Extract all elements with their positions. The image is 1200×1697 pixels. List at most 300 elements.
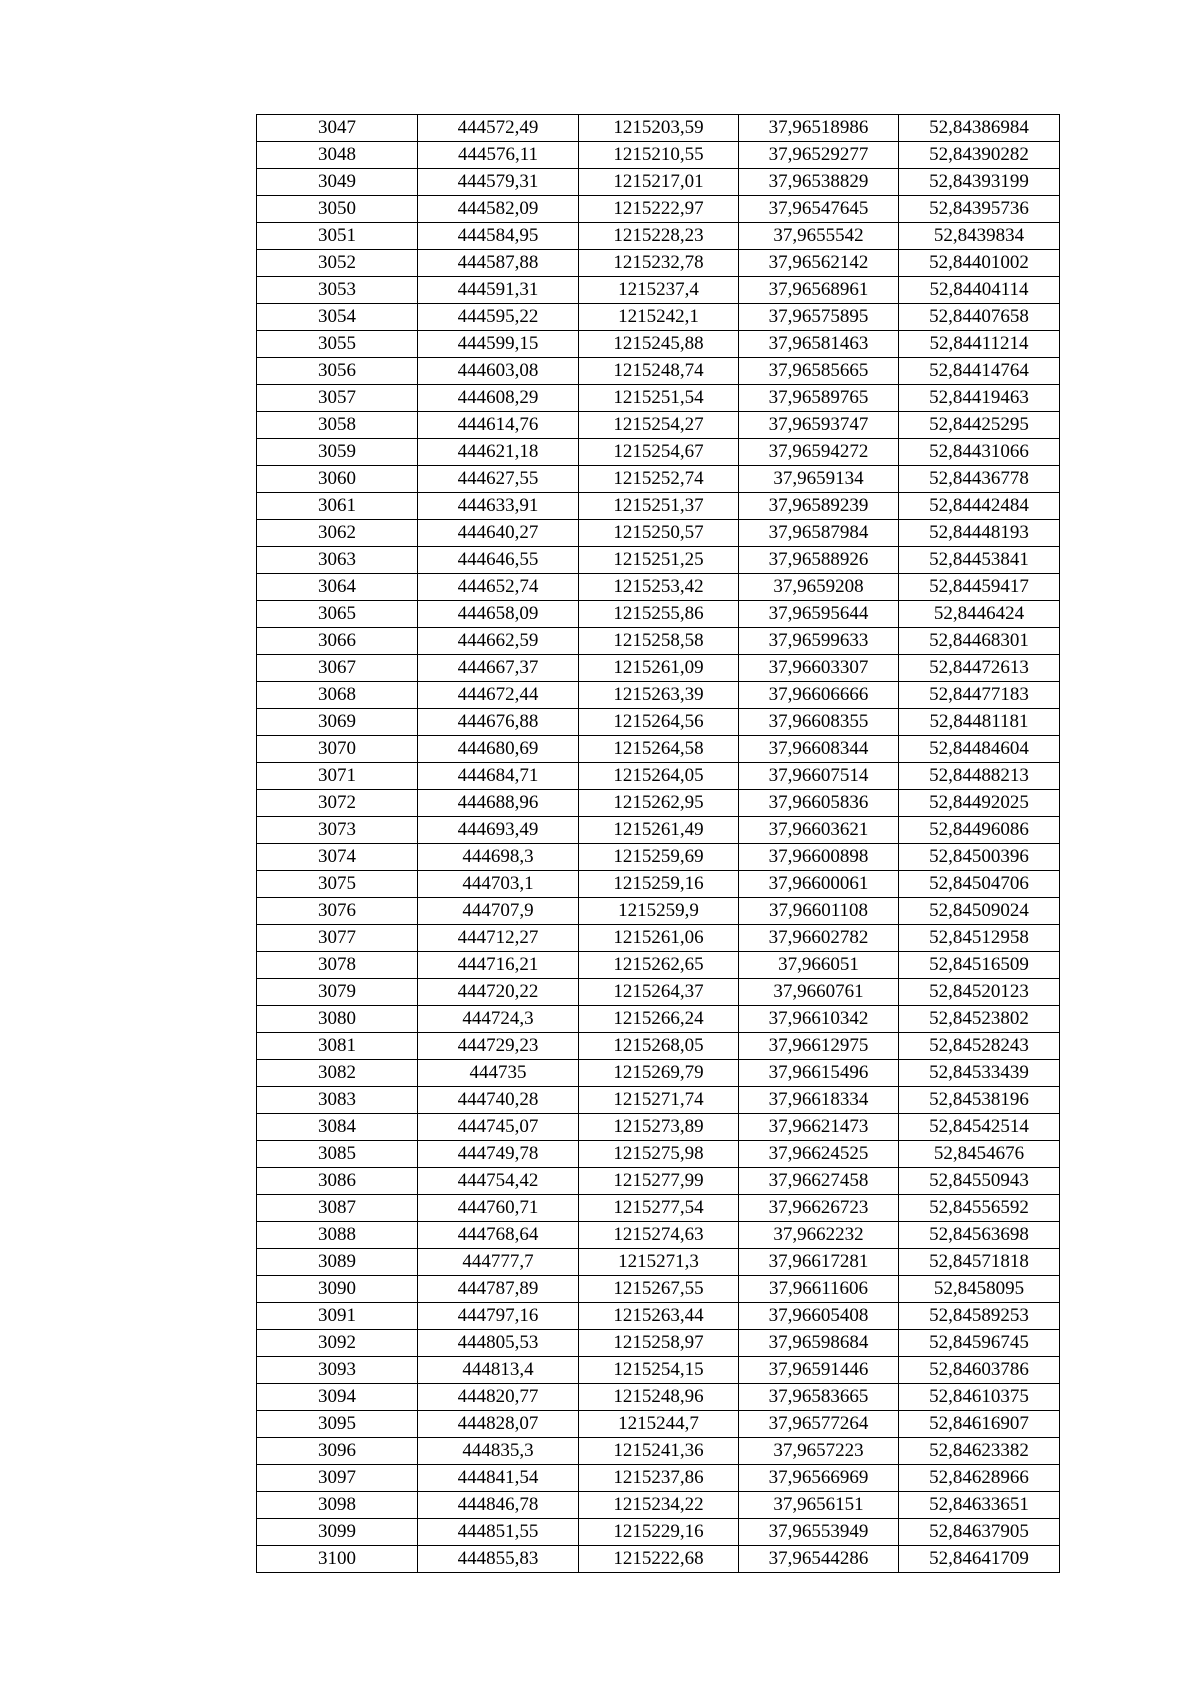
latitude-cell: 52,84500396 bbox=[899, 844, 1060, 871]
latitude-cell: 52,84431066 bbox=[899, 439, 1060, 466]
y-coordinate-cell: 1215229,16 bbox=[579, 1519, 739, 1546]
longitude-cell: 37,96608344 bbox=[739, 736, 899, 763]
point-number-cell: 3082 bbox=[257, 1060, 418, 1087]
latitude-cell: 52,84616907 bbox=[899, 1411, 1060, 1438]
x-coordinate-cell: 444572,49 bbox=[418, 115, 579, 142]
point-number-cell: 3071 bbox=[257, 763, 418, 790]
table-row bbox=[257, 1195, 1060, 1222]
latitude-cell: 52,84556592 bbox=[899, 1195, 1060, 1222]
x-coordinate-cell: 444672,44 bbox=[418, 682, 579, 709]
point-number-cell: 3055 bbox=[257, 331, 418, 358]
table-row bbox=[257, 1114, 1060, 1141]
longitude-cell: 37,96605408 bbox=[739, 1303, 899, 1330]
longitude-cell: 37,96594272 bbox=[739, 439, 899, 466]
table-row bbox=[257, 1411, 1060, 1438]
table-row bbox=[257, 277, 1060, 304]
longitude-cell: 37,96591446 bbox=[739, 1357, 899, 1384]
y-coordinate-cell: 1215241,36 bbox=[579, 1438, 739, 1465]
y-coordinate-cell: 1215237,86 bbox=[579, 1465, 739, 1492]
latitude-cell: 52,84628966 bbox=[899, 1465, 1060, 1492]
point-number-cell: 3062 bbox=[257, 520, 418, 547]
table-row bbox=[257, 1060, 1060, 1087]
table-row bbox=[257, 250, 1060, 277]
y-coordinate-cell: 1215264,56 bbox=[579, 709, 739, 736]
latitude-cell: 52,84550943 bbox=[899, 1168, 1060, 1195]
x-coordinate-cell: 444693,49 bbox=[418, 817, 579, 844]
latitude-cell: 52,84386984 bbox=[899, 115, 1060, 142]
point-number-cell: 3088 bbox=[257, 1222, 418, 1249]
x-coordinate-cell: 444841,54 bbox=[418, 1465, 579, 1492]
point-number-cell: 3097 bbox=[257, 1465, 418, 1492]
longitude-cell: 37,96602782 bbox=[739, 925, 899, 952]
table-row bbox=[257, 871, 1060, 898]
latitude-cell: 52,84436778 bbox=[899, 466, 1060, 493]
y-coordinate-cell: 1215259,9 bbox=[579, 898, 739, 925]
y-coordinate-cell: 1215269,79 bbox=[579, 1060, 739, 1087]
longitude-cell: 37,96598684 bbox=[739, 1330, 899, 1357]
latitude-cell: 52,84488213 bbox=[899, 763, 1060, 790]
latitude-cell: 52,84633651 bbox=[899, 1492, 1060, 1519]
y-coordinate-cell: 1215262,65 bbox=[579, 952, 739, 979]
x-coordinate-cell: 444797,16 bbox=[418, 1303, 579, 1330]
point-number-cell: 3063 bbox=[257, 547, 418, 574]
y-coordinate-cell: 1215271,74 bbox=[579, 1087, 739, 1114]
point-number-cell: 3067 bbox=[257, 655, 418, 682]
y-coordinate-cell: 1215277,54 bbox=[579, 1195, 739, 1222]
x-coordinate-cell: 444603,08 bbox=[418, 358, 579, 385]
point-number-cell: 3048 bbox=[257, 142, 418, 169]
longitude-cell: 37,96585665 bbox=[739, 358, 899, 385]
x-coordinate-cell: 444851,55 bbox=[418, 1519, 579, 1546]
x-coordinate-cell: 444720,22 bbox=[418, 979, 579, 1006]
table-row bbox=[257, 439, 1060, 466]
longitude-cell: 37,96618334 bbox=[739, 1087, 899, 1114]
x-coordinate-cell: 444582,09 bbox=[418, 196, 579, 223]
latitude-cell: 52,84516509 bbox=[899, 952, 1060, 979]
table-row bbox=[257, 628, 1060, 655]
table-row bbox=[257, 466, 1060, 493]
point-number-cell: 3099 bbox=[257, 1519, 418, 1546]
longitude-cell: 37,96624525 bbox=[739, 1141, 899, 1168]
y-coordinate-cell: 1215228,23 bbox=[579, 223, 739, 250]
y-coordinate-cell: 1215252,74 bbox=[579, 466, 739, 493]
point-number-cell: 3074 bbox=[257, 844, 418, 871]
latitude-cell: 52,84453841 bbox=[899, 547, 1060, 574]
x-coordinate-cell: 444716,21 bbox=[418, 952, 579, 979]
point-number-cell: 3056 bbox=[257, 358, 418, 385]
table-row bbox=[257, 736, 1060, 763]
point-number-cell: 3069 bbox=[257, 709, 418, 736]
point-number-cell: 3053 bbox=[257, 277, 418, 304]
longitude-cell: 37,96600898 bbox=[739, 844, 899, 871]
point-number-cell: 3075 bbox=[257, 871, 418, 898]
latitude-cell: 52,84542514 bbox=[899, 1114, 1060, 1141]
point-number-cell: 3085 bbox=[257, 1141, 418, 1168]
y-coordinate-cell: 1215242,1 bbox=[579, 304, 739, 331]
table-row bbox=[257, 844, 1060, 871]
y-coordinate-cell: 1215232,78 bbox=[579, 250, 739, 277]
longitude-cell: 37,96518986 bbox=[739, 115, 899, 142]
y-coordinate-cell: 1215264,58 bbox=[579, 736, 739, 763]
latitude-cell: 52,84393199 bbox=[899, 169, 1060, 196]
table-row bbox=[257, 1492, 1060, 1519]
longitude-cell: 37,9656151 bbox=[739, 1492, 899, 1519]
longitude-cell: 37,96617281 bbox=[739, 1249, 899, 1276]
x-coordinate-cell: 444698,3 bbox=[418, 844, 579, 871]
y-coordinate-cell: 1215222,68 bbox=[579, 1546, 739, 1573]
longitude-cell: 37,96547645 bbox=[739, 196, 899, 223]
x-coordinate-cell: 444627,55 bbox=[418, 466, 579, 493]
point-number-cell: 3094 bbox=[257, 1384, 418, 1411]
longitude-cell: 37,96553949 bbox=[739, 1519, 899, 1546]
point-number-cell: 3098 bbox=[257, 1492, 418, 1519]
table-row bbox=[257, 601, 1060, 628]
latitude-cell: 52,84484604 bbox=[899, 736, 1060, 763]
table-row bbox=[257, 655, 1060, 682]
table-row bbox=[257, 547, 1060, 574]
y-coordinate-cell: 1215259,69 bbox=[579, 844, 739, 871]
x-coordinate-cell: 444707,9 bbox=[418, 898, 579, 925]
table-row bbox=[257, 898, 1060, 925]
point-number-cell: 3090 bbox=[257, 1276, 418, 1303]
y-coordinate-cell: 1215248,74 bbox=[579, 358, 739, 385]
y-coordinate-cell: 1215254,15 bbox=[579, 1357, 739, 1384]
table-row bbox=[257, 952, 1060, 979]
x-coordinate-cell: 444828,07 bbox=[418, 1411, 579, 1438]
latitude-cell: 52,8454676 bbox=[899, 1141, 1060, 1168]
longitude-cell: 37,9660761 bbox=[739, 979, 899, 1006]
latitude-cell: 52,84641709 bbox=[899, 1546, 1060, 1573]
table-row bbox=[257, 1465, 1060, 1492]
longitude-cell: 37,96626723 bbox=[739, 1195, 899, 1222]
point-number-cell: 3077 bbox=[257, 925, 418, 952]
longitude-cell: 37,96562142 bbox=[739, 250, 899, 277]
x-coordinate-cell: 444587,88 bbox=[418, 250, 579, 277]
latitude-cell: 52,84481181 bbox=[899, 709, 1060, 736]
longitude-cell: 37,96606666 bbox=[739, 682, 899, 709]
point-number-cell: 3060 bbox=[257, 466, 418, 493]
x-coordinate-cell: 444749,78 bbox=[418, 1141, 579, 1168]
latitude-cell: 52,84571818 bbox=[899, 1249, 1060, 1276]
y-coordinate-cell: 1215277,99 bbox=[579, 1168, 739, 1195]
y-coordinate-cell: 1215222,97 bbox=[579, 196, 739, 223]
y-coordinate-cell: 1215237,4 bbox=[579, 277, 739, 304]
longitude-cell: 37,96595644 bbox=[739, 601, 899, 628]
latitude-cell: 52,84528243 bbox=[899, 1033, 1060, 1060]
x-coordinate-cell: 444724,3 bbox=[418, 1006, 579, 1033]
x-coordinate-cell: 444614,76 bbox=[418, 412, 579, 439]
y-coordinate-cell: 1215244,7 bbox=[579, 1411, 739, 1438]
x-coordinate-cell: 444712,27 bbox=[418, 925, 579, 952]
latitude-cell: 52,84533439 bbox=[899, 1060, 1060, 1087]
x-coordinate-cell: 444835,3 bbox=[418, 1438, 579, 1465]
point-number-cell: 3084 bbox=[257, 1114, 418, 1141]
table-row bbox=[257, 1168, 1060, 1195]
point-number-cell: 3086 bbox=[257, 1168, 418, 1195]
y-coordinate-cell: 1215259,16 bbox=[579, 871, 739, 898]
point-number-cell: 3093 bbox=[257, 1357, 418, 1384]
x-coordinate-cell: 444820,77 bbox=[418, 1384, 579, 1411]
y-coordinate-cell: 1215266,24 bbox=[579, 1006, 739, 1033]
latitude-cell: 52,84610375 bbox=[899, 1384, 1060, 1411]
x-coordinate-cell: 444662,59 bbox=[418, 628, 579, 655]
table-row bbox=[257, 817, 1060, 844]
point-number-cell: 3078 bbox=[257, 952, 418, 979]
table-row bbox=[257, 1033, 1060, 1060]
y-coordinate-cell: 1215255,86 bbox=[579, 601, 739, 628]
latitude-cell: 52,84459417 bbox=[899, 574, 1060, 601]
latitude-cell: 52,84472613 bbox=[899, 655, 1060, 682]
x-coordinate-cell: 444640,27 bbox=[418, 520, 579, 547]
x-coordinate-cell: 444658,09 bbox=[418, 601, 579, 628]
latitude-cell: 52,84596745 bbox=[899, 1330, 1060, 1357]
longitude-cell: 37,96529277 bbox=[739, 142, 899, 169]
y-coordinate-cell: 1215248,96 bbox=[579, 1384, 739, 1411]
point-number-cell: 3095 bbox=[257, 1411, 418, 1438]
y-coordinate-cell: 1215251,54 bbox=[579, 385, 739, 412]
table-row bbox=[257, 358, 1060, 385]
point-number-cell: 3096 bbox=[257, 1438, 418, 1465]
longitude-cell: 37,96588926 bbox=[739, 547, 899, 574]
point-number-cell: 3072 bbox=[257, 790, 418, 817]
latitude-cell: 52,84411214 bbox=[899, 331, 1060, 358]
point-number-cell: 3058 bbox=[257, 412, 418, 439]
x-coordinate-cell: 444646,55 bbox=[418, 547, 579, 574]
longitude-cell: 37,96587984 bbox=[739, 520, 899, 547]
point-number-cell: 3087 bbox=[257, 1195, 418, 1222]
latitude-cell: 52,84401002 bbox=[899, 250, 1060, 277]
latitude-cell: 52,84520123 bbox=[899, 979, 1060, 1006]
latitude-cell: 52,8446424 bbox=[899, 601, 1060, 628]
longitude-cell: 37,96601108 bbox=[739, 898, 899, 925]
table-row bbox=[257, 1384, 1060, 1411]
x-coordinate-cell: 444595,22 bbox=[418, 304, 579, 331]
point-number-cell: 3057 bbox=[257, 385, 418, 412]
table-row bbox=[257, 142, 1060, 169]
x-coordinate-cell: 444735 bbox=[418, 1060, 579, 1087]
table-row bbox=[257, 412, 1060, 439]
longitude-cell: 37,96603307 bbox=[739, 655, 899, 682]
x-coordinate-cell: 444760,71 bbox=[418, 1195, 579, 1222]
y-coordinate-cell: 1215210,55 bbox=[579, 142, 739, 169]
x-coordinate-cell: 444740,28 bbox=[418, 1087, 579, 1114]
table-row bbox=[257, 196, 1060, 223]
table-row bbox=[257, 1546, 1060, 1573]
longitude-cell: 37,96566969 bbox=[739, 1465, 899, 1492]
point-number-cell: 3064 bbox=[257, 574, 418, 601]
x-coordinate-cell: 444777,7 bbox=[418, 1249, 579, 1276]
x-coordinate-cell: 444846,78 bbox=[418, 1492, 579, 1519]
table-row bbox=[257, 385, 1060, 412]
table-row bbox=[257, 115, 1060, 142]
x-coordinate-cell: 444633,91 bbox=[418, 493, 579, 520]
y-coordinate-cell: 1215274,63 bbox=[579, 1222, 739, 1249]
table-row bbox=[257, 709, 1060, 736]
y-coordinate-cell: 1215254,27 bbox=[579, 412, 739, 439]
x-coordinate-cell: 444608,29 bbox=[418, 385, 579, 412]
longitude-cell: 37,9662232 bbox=[739, 1222, 899, 1249]
table-row bbox=[257, 304, 1060, 331]
longitude-cell: 37,96577264 bbox=[739, 1411, 899, 1438]
latitude-cell: 52,84419463 bbox=[899, 385, 1060, 412]
y-coordinate-cell: 1215261,49 bbox=[579, 817, 739, 844]
longitude-cell: 37,9659134 bbox=[739, 466, 899, 493]
latitude-cell: 52,84390282 bbox=[899, 142, 1060, 169]
point-number-cell: 3065 bbox=[257, 601, 418, 628]
x-coordinate-cell: 444729,23 bbox=[418, 1033, 579, 1060]
table-row bbox=[257, 1141, 1060, 1168]
y-coordinate-cell: 1215258,97 bbox=[579, 1330, 739, 1357]
latitude-cell: 52,84538196 bbox=[899, 1087, 1060, 1114]
point-number-cell: 3076 bbox=[257, 898, 418, 925]
x-coordinate-cell: 444584,95 bbox=[418, 223, 579, 250]
latitude-cell: 52,84425295 bbox=[899, 412, 1060, 439]
point-number-cell: 3047 bbox=[257, 115, 418, 142]
y-coordinate-cell: 1215261,09 bbox=[579, 655, 739, 682]
x-coordinate-cell: 444684,71 bbox=[418, 763, 579, 790]
latitude-cell: 52,84589253 bbox=[899, 1303, 1060, 1330]
table-row bbox=[257, 169, 1060, 196]
y-coordinate-cell: 1215254,67 bbox=[579, 439, 739, 466]
point-number-cell: 3049 bbox=[257, 169, 418, 196]
longitude-cell: 37,96589239 bbox=[739, 493, 899, 520]
x-coordinate-cell: 444667,37 bbox=[418, 655, 579, 682]
point-number-cell: 3068 bbox=[257, 682, 418, 709]
latitude-cell: 52,84496086 bbox=[899, 817, 1060, 844]
coordinates-table-body bbox=[257, 115, 1060, 1573]
y-coordinate-cell: 1215264,05 bbox=[579, 763, 739, 790]
table-row bbox=[257, 1087, 1060, 1114]
longitude-cell: 37,96583665 bbox=[739, 1384, 899, 1411]
longitude-cell: 37,96627458 bbox=[739, 1168, 899, 1195]
table-row bbox=[257, 1519, 1060, 1546]
x-coordinate-cell: 444680,69 bbox=[418, 736, 579, 763]
longitude-cell: 37,96589765 bbox=[739, 385, 899, 412]
latitude-cell: 52,8458095 bbox=[899, 1276, 1060, 1303]
y-coordinate-cell: 1215261,06 bbox=[579, 925, 739, 952]
longitude-cell: 37,9659208 bbox=[739, 574, 899, 601]
latitude-cell: 52,84395736 bbox=[899, 196, 1060, 223]
longitude-cell: 37,96593747 bbox=[739, 412, 899, 439]
longitude-cell: 37,96611606 bbox=[739, 1276, 899, 1303]
longitude-cell: 37,96599633 bbox=[739, 628, 899, 655]
latitude-cell: 52,84414764 bbox=[899, 358, 1060, 385]
point-number-cell: 3080 bbox=[257, 1006, 418, 1033]
longitude-cell: 37,96581463 bbox=[739, 331, 899, 358]
table-row bbox=[257, 1303, 1060, 1330]
longitude-cell: 37,96621473 bbox=[739, 1114, 899, 1141]
latitude-cell: 52,84603786 bbox=[899, 1357, 1060, 1384]
x-coordinate-cell: 444576,11 bbox=[418, 142, 579, 169]
table-row bbox=[257, 574, 1060, 601]
longitude-cell: 37,96615496 bbox=[739, 1060, 899, 1087]
y-coordinate-cell: 1215275,98 bbox=[579, 1141, 739, 1168]
y-coordinate-cell: 1215251,25 bbox=[579, 547, 739, 574]
y-coordinate-cell: 1215271,3 bbox=[579, 1249, 739, 1276]
point-number-cell: 3091 bbox=[257, 1303, 418, 1330]
table-row bbox=[257, 1357, 1060, 1384]
latitude-cell: 52,84468301 bbox=[899, 628, 1060, 655]
table-row bbox=[257, 763, 1060, 790]
longitude-cell: 37,96575895 bbox=[739, 304, 899, 331]
longitude-cell: 37,96568961 bbox=[739, 277, 899, 304]
table-row bbox=[257, 790, 1060, 817]
point-number-cell: 3059 bbox=[257, 439, 418, 466]
table-row bbox=[257, 682, 1060, 709]
y-coordinate-cell: 1215263,44 bbox=[579, 1303, 739, 1330]
table-row bbox=[257, 493, 1060, 520]
y-coordinate-cell: 1215262,95 bbox=[579, 790, 739, 817]
point-number-cell: 3073 bbox=[257, 817, 418, 844]
y-coordinate-cell: 1215258,58 bbox=[579, 628, 739, 655]
point-number-cell: 3081 bbox=[257, 1033, 418, 1060]
latitude-cell: 52,84492025 bbox=[899, 790, 1060, 817]
table-row bbox=[257, 223, 1060, 250]
table-row bbox=[257, 1276, 1060, 1303]
y-coordinate-cell: 1215234,22 bbox=[579, 1492, 739, 1519]
point-number-cell: 3070 bbox=[257, 736, 418, 763]
longitude-cell: 37,96600061 bbox=[739, 871, 899, 898]
table-row bbox=[257, 1438, 1060, 1465]
latitude-cell: 52,84477183 bbox=[899, 682, 1060, 709]
y-coordinate-cell: 1215253,42 bbox=[579, 574, 739, 601]
longitude-cell: 37,9657223 bbox=[739, 1438, 899, 1465]
y-coordinate-cell: 1215217,01 bbox=[579, 169, 739, 196]
longitude-cell: 37,96538829 bbox=[739, 169, 899, 196]
latitude-cell: 52,84407658 bbox=[899, 304, 1060, 331]
longitude-cell: 37,96608355 bbox=[739, 709, 899, 736]
latitude-cell: 52,84448193 bbox=[899, 520, 1060, 547]
point-number-cell: 3050 bbox=[257, 196, 418, 223]
y-coordinate-cell: 1215250,57 bbox=[579, 520, 739, 547]
longitude-cell: 37,96603621 bbox=[739, 817, 899, 844]
latitude-cell: 52,84623382 bbox=[899, 1438, 1060, 1465]
latitude-cell: 52,84637905 bbox=[899, 1519, 1060, 1546]
point-number-cell: 3089 bbox=[257, 1249, 418, 1276]
x-coordinate-cell: 444787,89 bbox=[418, 1276, 579, 1303]
longitude-cell: 37,96605836 bbox=[739, 790, 899, 817]
latitude-cell: 52,84509024 bbox=[899, 898, 1060, 925]
table-row bbox=[257, 1006, 1060, 1033]
x-coordinate-cell: 444813,4 bbox=[418, 1357, 579, 1384]
y-coordinate-cell: 1215264,37 bbox=[579, 979, 739, 1006]
y-coordinate-cell: 1215268,05 bbox=[579, 1033, 739, 1060]
x-coordinate-cell: 444855,83 bbox=[418, 1546, 579, 1573]
x-coordinate-cell: 444703,1 bbox=[418, 871, 579, 898]
x-coordinate-cell: 444688,96 bbox=[418, 790, 579, 817]
latitude-cell: 52,84404114 bbox=[899, 277, 1060, 304]
x-coordinate-cell: 444768,64 bbox=[418, 1222, 579, 1249]
x-coordinate-cell: 444579,31 bbox=[418, 169, 579, 196]
x-coordinate-cell: 444591,31 bbox=[418, 277, 579, 304]
point-number-cell: 3079 bbox=[257, 979, 418, 1006]
point-number-cell: 3083 bbox=[257, 1087, 418, 1114]
point-number-cell: 3052 bbox=[257, 250, 418, 277]
point-number-cell: 3066 bbox=[257, 628, 418, 655]
latitude-cell: 52,84504706 bbox=[899, 871, 1060, 898]
longitude-cell: 37,96610342 bbox=[739, 1006, 899, 1033]
table-row bbox=[257, 925, 1060, 952]
y-coordinate-cell: 1215263,39 bbox=[579, 682, 739, 709]
x-coordinate-cell: 444754,42 bbox=[418, 1168, 579, 1195]
longitude-cell: 37,96544286 bbox=[739, 1546, 899, 1573]
latitude-cell: 52,8439834 bbox=[899, 223, 1060, 250]
table-row bbox=[257, 520, 1060, 547]
table-row bbox=[257, 979, 1060, 1006]
y-coordinate-cell: 1215251,37 bbox=[579, 493, 739, 520]
x-coordinate-cell: 444805,53 bbox=[418, 1330, 579, 1357]
longitude-cell: 37,9655542 bbox=[739, 223, 899, 250]
